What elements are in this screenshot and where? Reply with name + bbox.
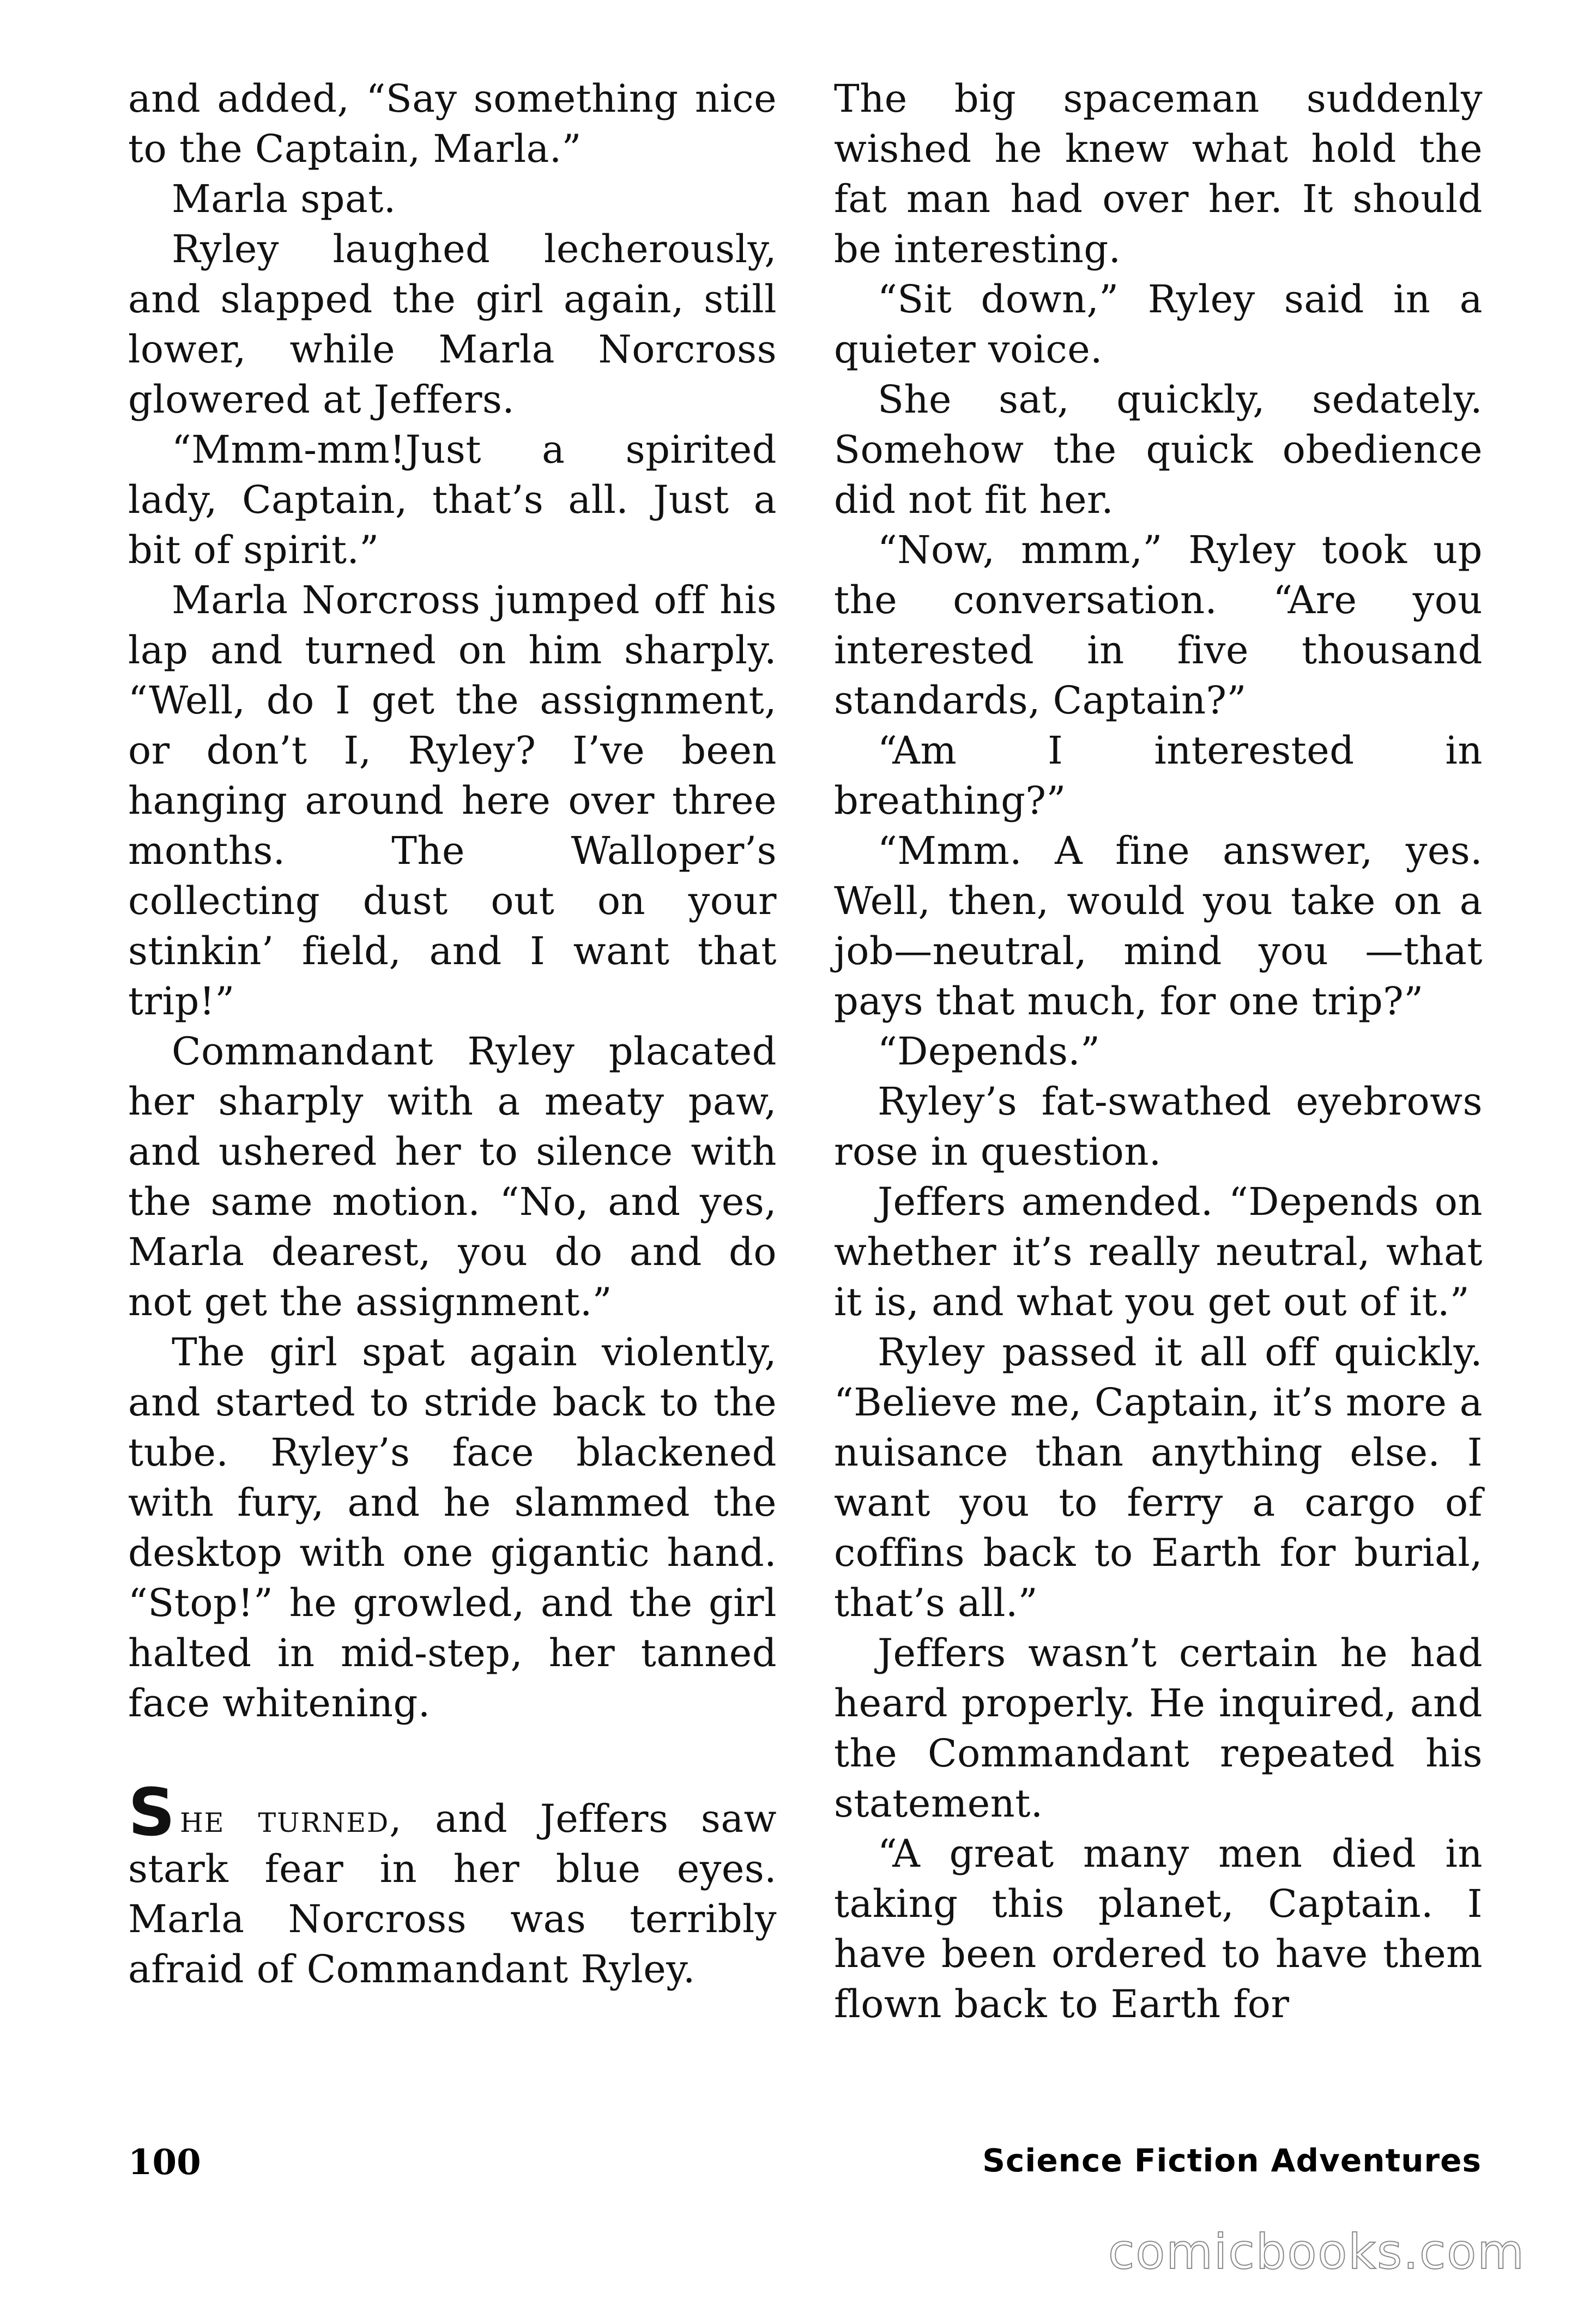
paragraph: and added, “Say something nice to the Captain, Marla.” [128,76,777,171]
paragraph: The big spaceman suddenly wished he knew what hold the fat man had over her. It should be interesting. [834,76,1483,271]
watermark: comicbooks.com [1108,2224,1525,2280]
paragraph: Ryley’s fat-swathed eyebrows rose in question. [834,1079,1483,1174]
paragraph: Ryley passed it all off quickly. “Believe me, Captain, it’s more a nuisance than anything else. I want you to ferry a cargo of coffins back to Earth for burial, that’s all.” [834,1330,1483,1625]
paragraph: “Mmm-mm!Just a spirited lady, Captain, that’s all. Just a bit of spirit.” [128,427,777,572]
paragraph: She sat, quickly, sedately. Somehow the quick obedience did not fit her. [834,377,1483,522]
paragraph: “Mmm. A fine answer, yes. Well, then, would you take on a job—neutral, mind you —that pays that much, for one trip?” [834,828,1483,1024]
drop-cap: S [128,1775,176,1851]
paragraph: The girl spat again violently, and started to stride back to the tube. Ryley’s face blackened with fury, and he slammed the desktop with one gigantic hand. “Stop!” he growled, and the girl halted in mid-step, her tanned face whitening. [128,1330,777,1726]
section-opening-paragraph [128,1775,777,1994]
left-text-column [128,74,777,1994]
paragraph: Jeffers wasn’t certain he had heard properly. He inquired, and the Commandant repeated his statement. [834,1631,1483,1826]
paragraph-text: and Jeffers saw stark fear in her blue eyes. Marla Norcross was terribly afraid of Commandant Ryley. [128,1796,777,1992]
right-text-column [834,74,1483,2029]
paragraph: “Now, mmm,” Ryley took up the conversation. “Are you interested in five thousand standards, Captain?” [834,528,1483,723]
paragraph: “Sit down,” Ryley said in a quieter voice. [834,277,1483,372]
paragraph: Commandant Ryley placated her sharply with a meaty paw, and ushered her to silence with the same motion. “No, and yes, Marla dearest, you do and do not get the assignment.” [128,1029,777,1324]
paragraph: “Am I interested in breathing?” [834,728,1483,823]
paragraph: Jeffers amended. “Depends on whether it’s really neutral, what it is, and what you get out of it.” [834,1179,1483,1324]
paragraph: “Depends.” [878,1029,1101,1074]
page-number: 100 [128,2142,201,2183]
paragraph: Ryley laughed lecherously, and slapped the girl again, still lower, while Marla Norcross glowered at Jeffers. [128,227,777,422]
paragraph: Marla spat. [172,177,396,221]
small-caps-lead: he turned, [179,1796,403,1841]
paragraph: “A great many men died in taking this planet, Captain. I have been ordered to have them flown back to Earth for [834,1831,1483,2026]
magazine-title: Science Fiction Adventures [982,2142,1482,2179]
paragraph: Marla Norcross jumped off his lap and turned on him sharply. “Well, do I get the assignment, or don’t I, Ryley? I’ve been hanging around here over three months. The Walloper’s collecting dust out on your stinkin’ field, and I want that trip!” [128,578,777,1024]
